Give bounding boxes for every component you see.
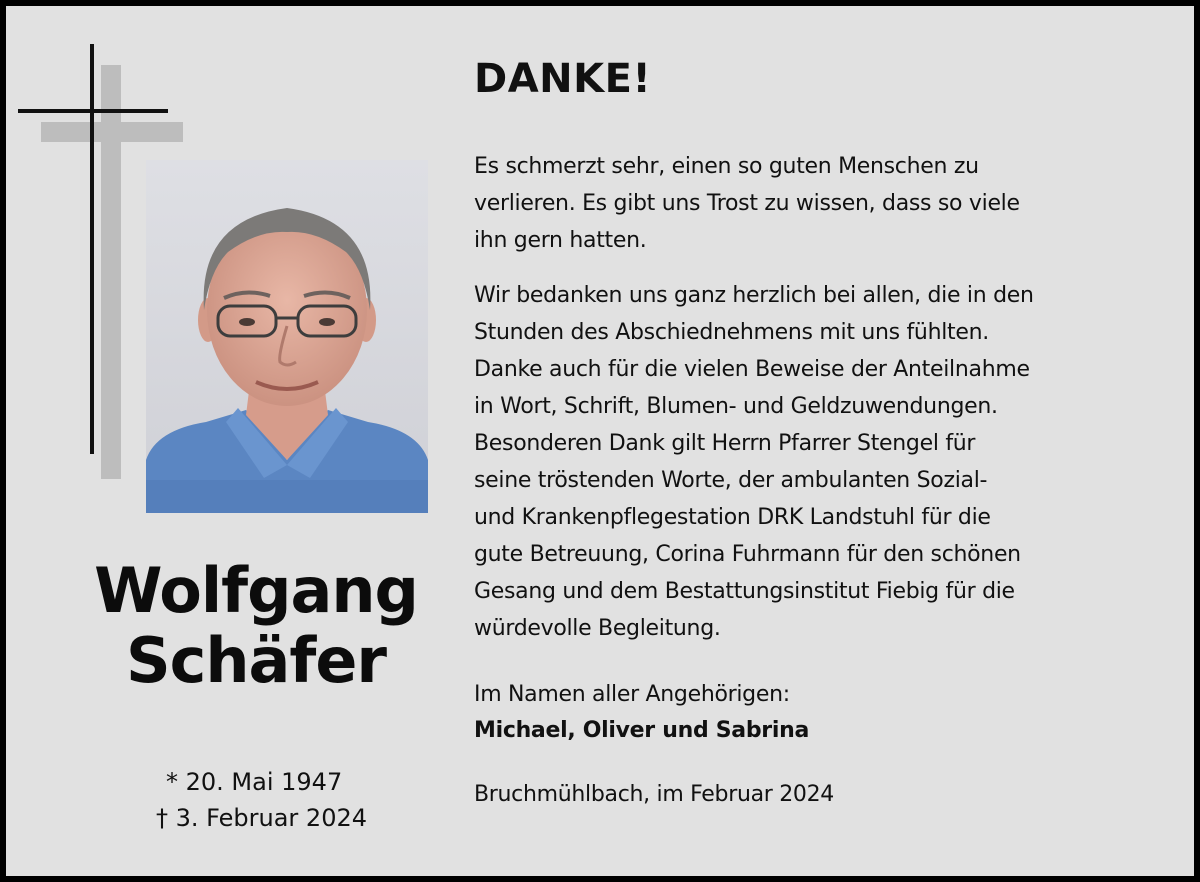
cross-icon-vertical [90, 44, 94, 454]
deceased-first-name: Wolfgang [94, 554, 418, 627]
signature-block [474, 677, 1174, 749]
page-title: DANKE! [474, 56, 652, 102]
place-date: Bruchmühlbach, im Februar 2024 [474, 782, 835, 807]
text-line: würdevolle Begleitung. [474, 616, 721, 641]
obituary-card [6, 6, 1194, 876]
life-dates [126, 764, 406, 836]
text-line: verlieren. Es gibt uns Trost zu wissen, dass so viele [474, 191, 1020, 216]
text-line: Danke auch für die vielen Beweise der Anteilnahme [474, 357, 1030, 382]
death-date: † 3. Februar 2024 [156, 804, 368, 832]
text-line: Gesang und dem Bestattungsinstitut Fiebig für die [474, 579, 1015, 604]
text-line: Stunden des Abschiednehmens mit uns fühlten. [474, 320, 989, 345]
signature-intro: Im Namen aller Angehörigen: [474, 682, 790, 707]
signature-names: Michael, Oliver und Sabrina [474, 718, 809, 743]
message-column [474, 54, 1174, 813]
text-line: Besonderen Dank gilt Herrn Pfarrer Stengel für [474, 431, 976, 456]
cross-shadow-horizontal [41, 122, 183, 142]
deceased-last-name: Schäfer [126, 624, 386, 697]
deceased-name [36, 556, 476, 696]
text-line: gute Betreuung, Corina Fuhrmann für den schönen [474, 542, 1021, 567]
text-line: und Krankenpflegestation DRK Landstuhl für die [474, 505, 991, 530]
text-line: ihn gern hatten. [474, 228, 647, 253]
text-line: seine tröstenden Worte, der ambulanten Sozial- [474, 468, 988, 493]
paragraph-grief [474, 148, 1174, 259]
text-line: Wir bedanken uns ganz herzlich bei allen, die in den [474, 283, 1034, 308]
cross-icon-horizontal [18, 109, 168, 113]
portrait-photo [146, 160, 428, 513]
birth-date: * 20. Mai 1947 [166, 768, 343, 796]
text-line: in Wort, Schrift, Blumen- und Geldzuwendungen. [474, 394, 998, 419]
text-line: Es schmerzt sehr, einen so guten Menschen zu [474, 154, 979, 179]
paragraph-thanks [474, 277, 1174, 647]
